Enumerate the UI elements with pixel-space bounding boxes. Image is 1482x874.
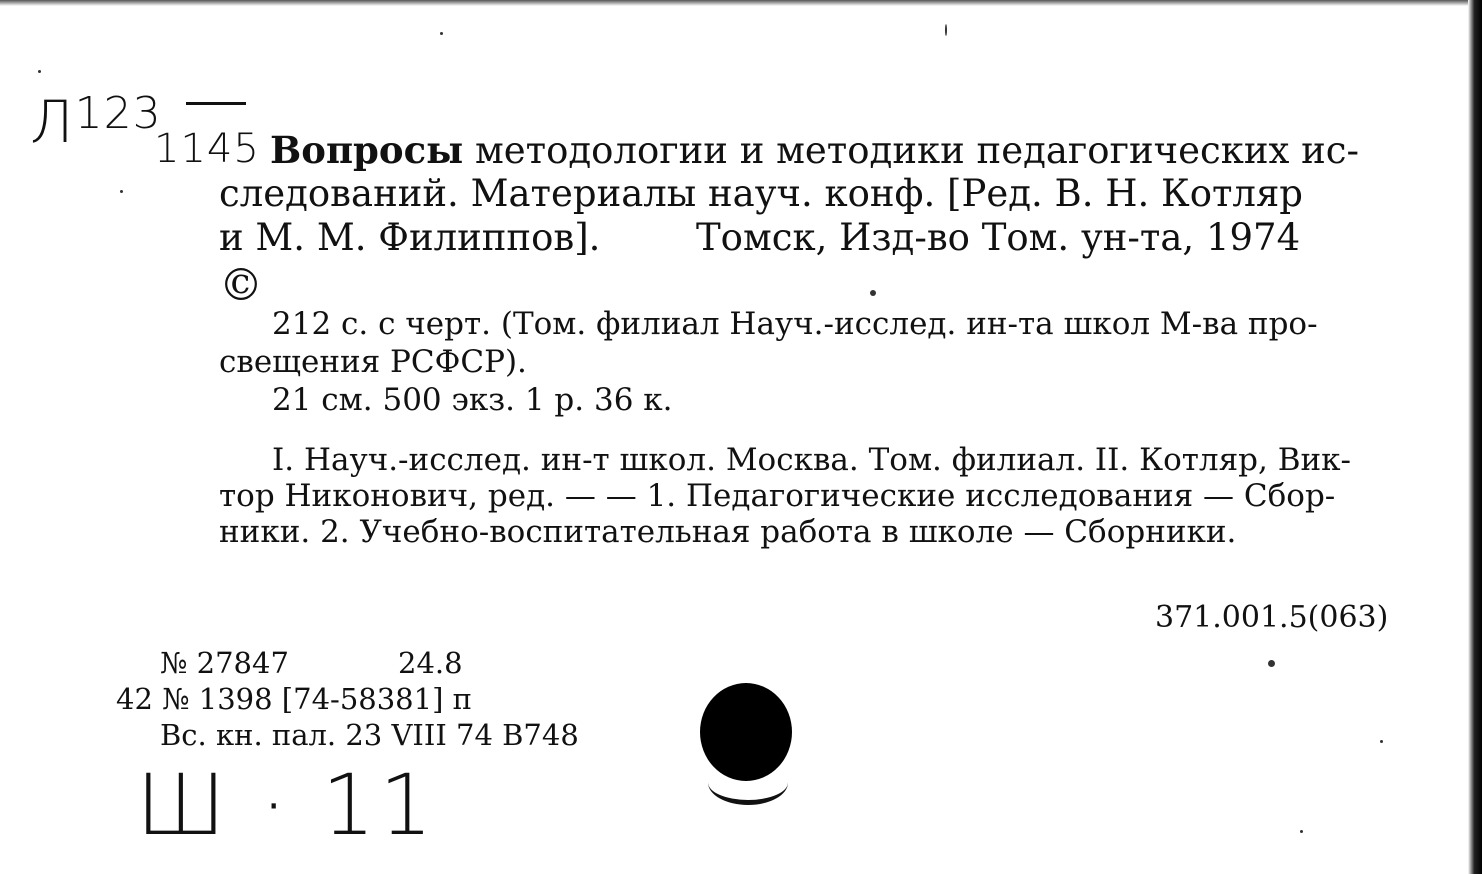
card-top-edge — [0, 0, 1482, 6]
collation-line-1: 212 с. с черт. (Том. филиал Науч.-исслед. ин-та школ М-ва про- — [272, 306, 1318, 342]
handwritten-shelfmark — [30, 88, 162, 156]
handwritten-accession-number: 1145 — [154, 126, 260, 172]
title-line-3-left: и М. М. Филиппов]. — [219, 216, 601, 259]
speck — [945, 24, 947, 36]
added-entries-line-1: I. Науч.-исслед. ин-т школ. Москва. Том. филиал. II. Котляр, Вик- — [272, 442, 1352, 478]
added-entries-line-3: ники. 2. Учебно-воспитательная работа в школе — Сборники. — [219, 514, 1237, 550]
speck — [440, 32, 443, 35]
collation-line-2: свещения РСФСР). — [219, 344, 527, 380]
added-entries-line-2: тор Никонович, ред. — — 1. Педагогические исследования — Сбор- — [219, 478, 1336, 514]
copyright-symbol: © — [219, 260, 263, 311]
title-line-1 — [270, 128, 1359, 172]
registration-code: 24.8 — [398, 646, 463, 680]
handwritten-bottom-mark: Ш · 11 — [136, 756, 437, 854]
registration-number: № 27847 — [160, 646, 289, 680]
collation-line-3: 21 см. 500 экз. 1 р. 36 к. — [272, 382, 673, 418]
shelfmark-number: 123 — [74, 88, 162, 139]
udc-classification: 371.001.5(063) — [1155, 600, 1389, 635]
shelfmark-fraction-bar — [186, 102, 246, 105]
title-line-2: следований. Материалы науч. конф. [Ред. В. Н. Котляр — [219, 172, 1303, 215]
speck — [38, 70, 41, 73]
speck — [1300, 830, 1303, 833]
shelfmark-letter: Л — [30, 88, 75, 156]
speck — [870, 290, 876, 296]
title-bold-word: Вопросы — [270, 128, 464, 172]
order-line: 42 № 1398 [74-58381] п — [116, 682, 472, 716]
punch-hole-arc — [708, 760, 788, 805]
title-line-3-right: Томск, Изд-во Том. ун-та, 1974 — [696, 216, 1301, 259]
title-line-1-text: методологии и методики педагогических ис- — [474, 129, 1360, 172]
book-chamber-line: Вс. кн. пал. 23 VIII 74 В748 — [160, 718, 579, 752]
speck — [1380, 740, 1383, 743]
speck — [120, 190, 123, 193]
card-right-edge — [1468, 0, 1482, 874]
speck — [1268, 660, 1275, 667]
